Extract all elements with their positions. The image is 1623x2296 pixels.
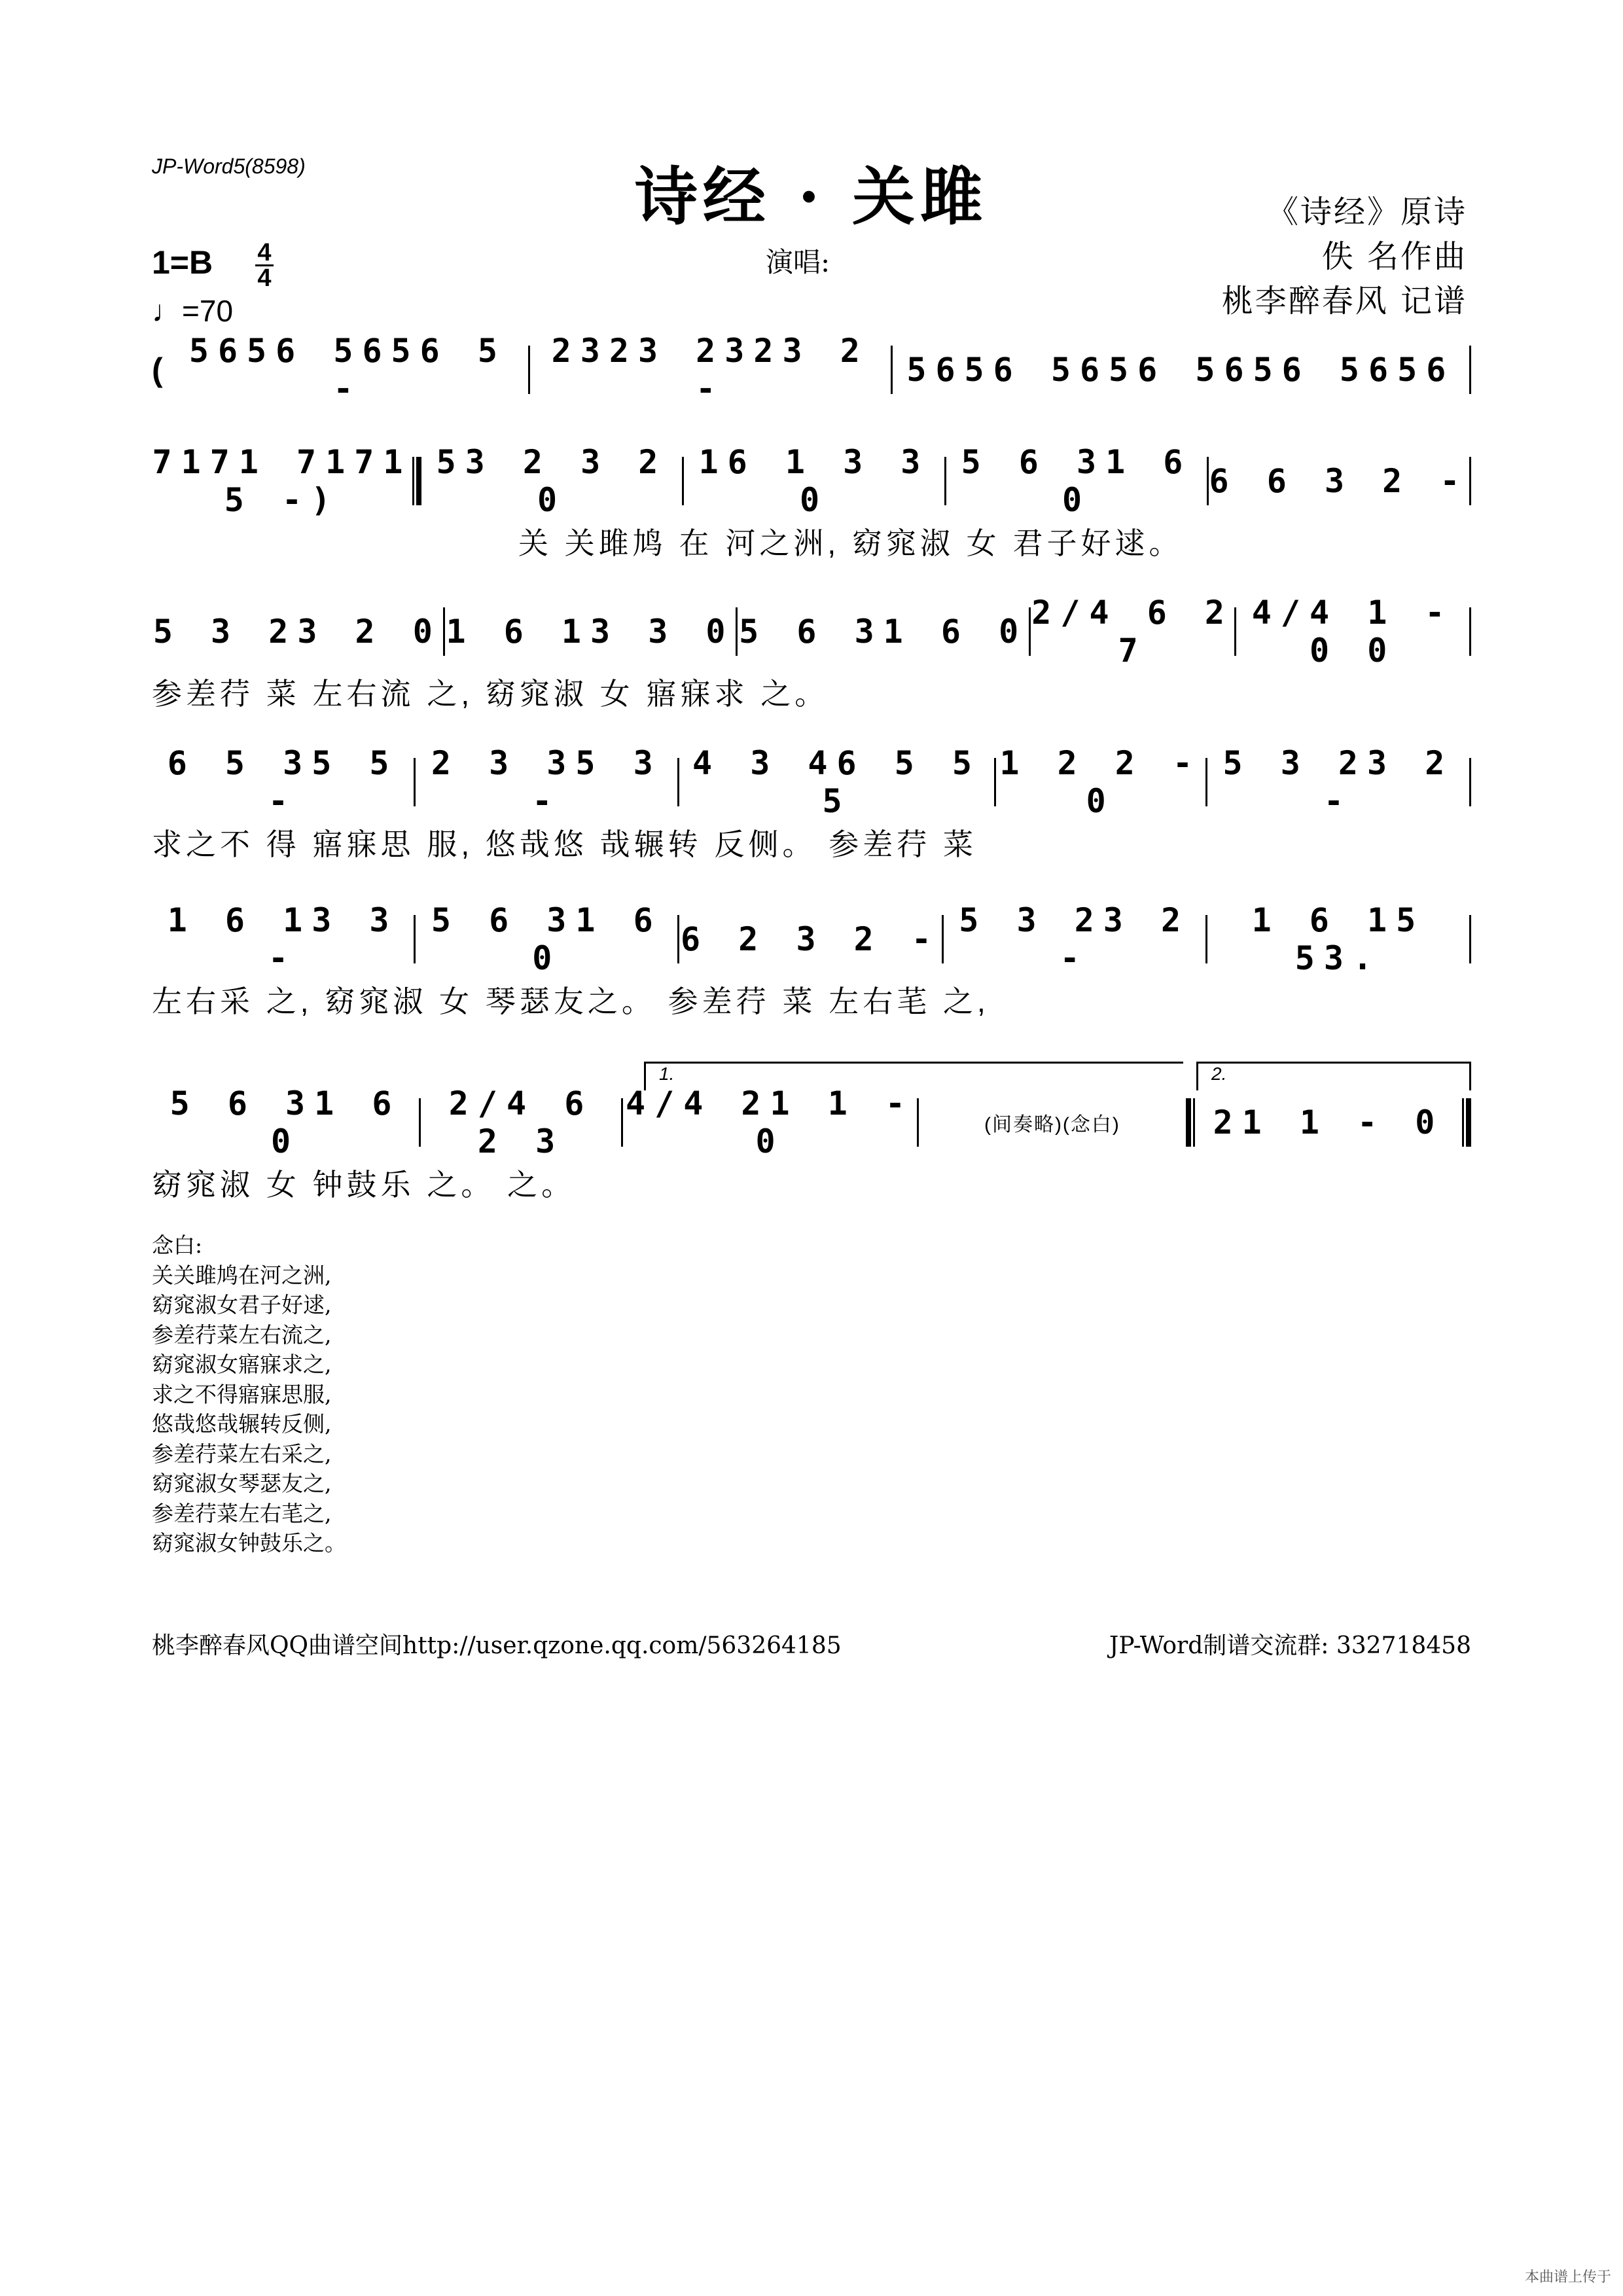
score-system-3 bbox=[152, 594, 1471, 733]
notes-row bbox=[152, 901, 1471, 977]
measure: 53 2 3 2 0 bbox=[436, 443, 668, 519]
recitation-line: 参差荇菜左右采之, bbox=[152, 1441, 332, 1467]
score-system-6 bbox=[152, 1064, 1471, 1224]
measure: 5656 5656 5656 5656 bbox=[906, 351, 1455, 389]
repeat-start-barline bbox=[412, 457, 421, 505]
credit-lyrics: 《诗经》原诗 bbox=[1266, 194, 1467, 230]
time-top: 4 bbox=[257, 239, 272, 266]
footer-qzone-link[interactable]: 桃李醉春风QQ曲谱空间http://user.qzone.qq.com/563264185 bbox=[152, 1632, 842, 1659]
recitation-line: 求之不得寤寐思服, bbox=[152, 1381, 332, 1407]
volta-second-ending: 2. bbox=[1196, 1062, 1471, 1090]
measure: 4 3 46 5 5 5 bbox=[692, 744, 982, 820]
measure: 5 6 31 6 0 bbox=[431, 901, 662, 977]
final-barline bbox=[1462, 1098, 1471, 1147]
recitation-line: 参差荇菜左右芼之, bbox=[152, 1500, 332, 1526]
lyrics-line: 窈窕淑 女 钟鼓乐 之。 之。 bbox=[152, 1168, 576, 1202]
measure: 2323 2323 2 - bbox=[551, 332, 869, 408]
lyrics-line: 参差荇 菜 左右流 之, 窈窕淑 女 寤寐求 之。 bbox=[152, 677, 829, 711]
recitation-line: 关关雎鸠在河之洲, bbox=[152, 1262, 332, 1288]
measure: 6 5 35 5 - bbox=[167, 744, 399, 820]
measure: 7171 7171 5 -) bbox=[152, 443, 412, 519]
song-title: 诗经 · 关雎 bbox=[634, 160, 989, 234]
measure: 5 6 31 6 0 bbox=[961, 443, 1192, 519]
barline bbox=[1469, 607, 1471, 656]
notes-row bbox=[152, 332, 1471, 408]
notes-row bbox=[152, 1085, 1471, 1160]
recitation-line: 窈窕淑女君子好逑, bbox=[152, 1292, 332, 1318]
measure: 6 6 3 2 - bbox=[1209, 462, 1469, 500]
measure: 5656 5656 5 - bbox=[188, 332, 507, 408]
measure: 1 6 13 3 - bbox=[167, 901, 399, 977]
measure: 5 3 23 2 - bbox=[1222, 744, 1454, 820]
watermark: 本曲谱上传于 bbox=[1524, 2269, 1611, 2285]
score-system-4 bbox=[152, 744, 1471, 884]
recitation-line: 窈窕淑女钟鼓乐之。 bbox=[152, 1530, 346, 1556]
barline bbox=[1469, 915, 1471, 963]
measure: 2 3 35 3 - bbox=[431, 744, 662, 820]
key-signature: 1=B bbox=[152, 244, 213, 281]
measure: 1 6 13 3 0 bbox=[446, 613, 735, 651]
measure: 21 1 - 0 bbox=[1213, 1103, 1444, 1141]
measure: 4/4 21 1 - 0 bbox=[625, 1085, 915, 1160]
measure: 2/4 6 2 3 bbox=[448, 1085, 594, 1160]
barline bbox=[1469, 346, 1471, 394]
score-system-2 bbox=[152, 443, 1471, 583]
lyrics-line: 左右采 之, 窈窕淑 女 琴瑟友之。 参差荇 菜 左右芼 之, bbox=[152, 984, 990, 1018]
measure: 5 6 31 6 0 bbox=[169, 1085, 401, 1160]
lyrics-line: 求之不 得 寤寐思 服, 悠哉悠 哉辗转 反侧。 参差荇 菜 bbox=[152, 827, 978, 861]
measure: 4/4 1 - 0 0 bbox=[1251, 594, 1454, 670]
recitation-line: 悠哉悠哉辗转反侧, bbox=[152, 1411, 332, 1437]
measure: 6 2 3 2 - bbox=[681, 920, 940, 958]
barline bbox=[1469, 758, 1471, 806]
measure: 5 3 23 2 0 bbox=[152, 613, 442, 651]
interlude-note: (间奏略)(念白) bbox=[984, 1114, 1120, 1136]
score-system-5 bbox=[152, 901, 1471, 1041]
recitation-line: 窈窕淑女琴瑟友之, bbox=[152, 1471, 332, 1496]
time-signature bbox=[255, 241, 274, 290]
intro-paren: ( bbox=[152, 351, 163, 388]
measure: 1 2 2 - 0 bbox=[999, 744, 1202, 820]
notes-row bbox=[152, 744, 1471, 820]
time-bottom: 4 bbox=[257, 264, 272, 292]
footer-group-info: JP-Word制谱交流群: 332718458 bbox=[1109, 1632, 1471, 1659]
measure: 2/4 6 2 7 bbox=[1031, 594, 1234, 670]
repeat-end-barline bbox=[1186, 1098, 1195, 1147]
notes-row bbox=[152, 594, 1471, 670]
credit-transcriber: 桃李醉春风 记谱 bbox=[1221, 283, 1467, 319]
measure: 1 6 15 53. bbox=[1251, 901, 1425, 977]
measure: 5 3 23 2 - bbox=[959, 901, 1190, 977]
barline bbox=[1469, 457, 1471, 505]
recitation-line: 窈窕淑女寤寐求之, bbox=[152, 1352, 332, 1377]
volta-first-ending: 1. bbox=[644, 1062, 1183, 1090]
credit-composer: 佚 名作曲 bbox=[1321, 238, 1467, 275]
measure: 5 6 31 6 0 bbox=[739, 613, 1028, 651]
credits bbox=[1222, 190, 1467, 323]
tempo-marking: ♩=70 bbox=[152, 294, 234, 328]
measure: 16 1 3 3 0 bbox=[698, 443, 930, 519]
singer-label: 演唱: bbox=[766, 246, 830, 278]
lyrics-line: 关 关雎鸠 在 河之洲, 窈窕淑 女 君子好逑。 bbox=[518, 526, 1183, 560]
recitation-line: 参差荇菜左右流之, bbox=[152, 1321, 332, 1348]
recitation-label: 念白: bbox=[152, 1232, 203, 1258]
software-version: JP-Word5(8598) bbox=[152, 154, 306, 178]
notes-row bbox=[152, 443, 1471, 519]
recitation-block bbox=[152, 1230, 346, 1558]
